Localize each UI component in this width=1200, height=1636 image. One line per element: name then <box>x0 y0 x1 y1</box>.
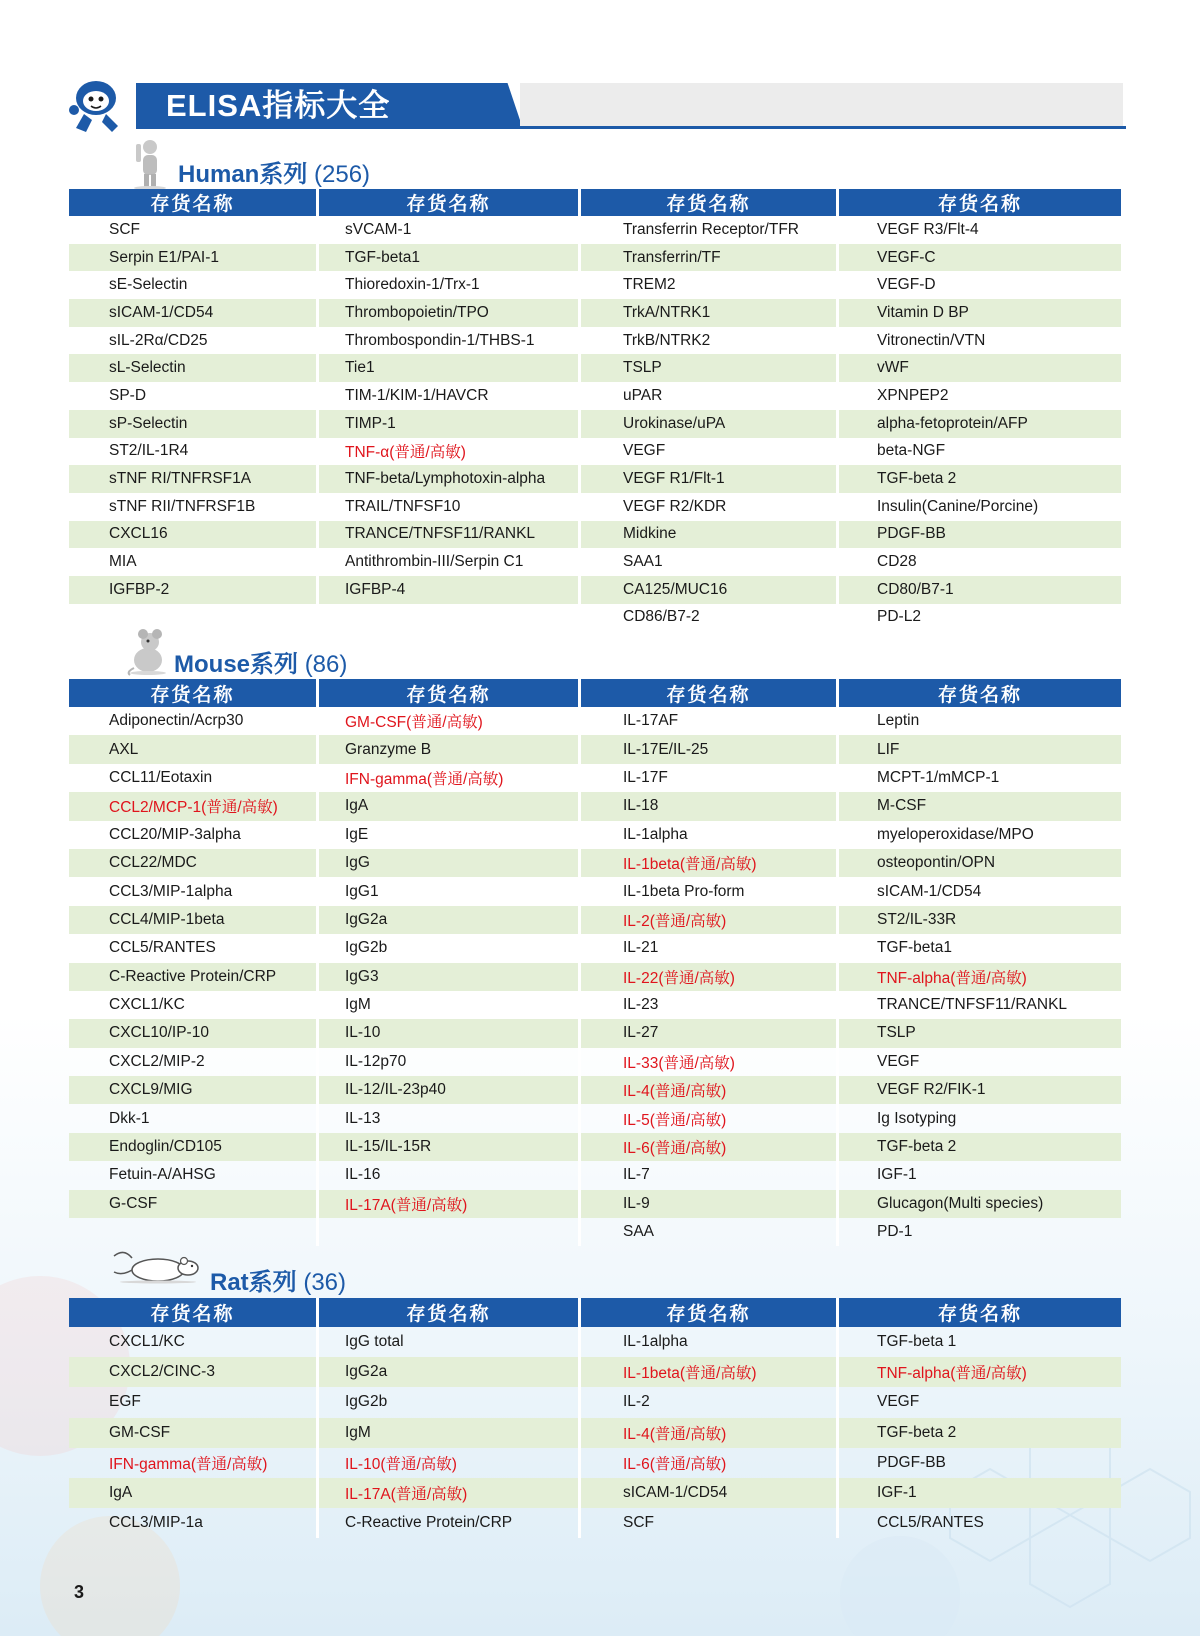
header-row <box>69 1298 1121 1327</box>
highlighted-item-cell: IFN-gamma(普通/高敏) <box>69 1448 319 1478</box>
item-cell <box>319 1218 581 1246</box>
item-cell: TGF-beta 1 <box>877 1333 957 1351</box>
table-row <box>69 244 1121 272</box>
mouse-section-count: (86) <box>304 651 348 678</box>
item-cell: CCL5/RANTES <box>69 934 319 962</box>
column-header: 存货名称 <box>69 679 319 707</box>
item-cell: LIF <box>839 735 1121 763</box>
item-cell: SP-D <box>69 382 319 410</box>
item-cell: Leptin <box>877 712 920 730</box>
highlighted-item-cell: IL-33(普通/高敏) <box>581 1048 839 1076</box>
item-cell: IgM <box>319 1418 581 1448</box>
table-row <box>69 1019 1121 1047</box>
table-row <box>69 604 1121 632</box>
column-header: 存货名称 <box>319 679 581 707</box>
highlighted-item-cell: IL-17A(普通/高敏) <box>319 1190 581 1218</box>
table-row <box>69 465 1121 493</box>
highlighted-item-cell: TNF-alpha(普通/高敏) <box>839 1357 1121 1387</box>
item-cell: IL-17F <box>581 764 839 792</box>
item-cell: CCL11/Eotaxin <box>69 764 319 792</box>
item-cell: SCF <box>581 1508 839 1538</box>
item-cell: uPAR <box>581 382 839 410</box>
item-cell: M-CSF <box>839 792 1121 820</box>
table-row <box>69 963 1121 991</box>
rat-animal-icon <box>110 1246 206 1284</box>
item-cell: VEGF <box>877 1052 920 1070</box>
item-cell: PDGF-BB <box>877 1453 946 1471</box>
item-cell: Granzyme B <box>319 735 581 763</box>
rat-section-count: (36) <box>303 1269 347 1296</box>
item-cell: IL-1alpha <box>581 821 839 849</box>
item-cell: IgG <box>319 849 581 877</box>
item-cell: CCL22/MDC <box>69 849 319 877</box>
item-cell: Serpin E1/PAI-1 <box>69 244 319 272</box>
item-cell: Adiponectin/Acrp30 <box>69 707 319 735</box>
item-cell: TREM2 <box>581 271 839 299</box>
mouse-animal-icon <box>124 628 168 676</box>
item-cell: TRANCE/TNFSF11/RANKL <box>877 996 1068 1014</box>
item-cell: SAA1 <box>581 548 839 576</box>
item-cell: CD28 <box>877 553 917 571</box>
item-cell: MIA <box>69 548 319 576</box>
item-cell: IgM <box>319 991 581 1019</box>
table-row <box>69 438 1121 466</box>
item-cell: CCL5/RANTES <box>877 1514 984 1532</box>
item-cell: Midkine <box>581 521 839 549</box>
table-row <box>69 1448 1121 1478</box>
item-cell: TRANCE/TNFSF11/RANKL <box>319 521 581 549</box>
item-cell <box>319 604 581 632</box>
item-cell: TGF-beta1 <box>319 244 581 272</box>
item-cell: IL-17E/IL-25 <box>581 735 839 763</box>
table-row <box>69 1190 1121 1218</box>
table-row <box>69 991 1121 1019</box>
item-cell: CXCL16 <box>69 521 319 549</box>
item-cell: PD-1 <box>877 1223 913 1241</box>
human-table <box>69 189 1121 631</box>
item-cell: CXCL2/CINC-3 <box>69 1357 319 1387</box>
mouse-section-title <box>174 648 347 682</box>
item-cell: MCPT-1/mMCP-1 <box>877 768 1000 786</box>
item-cell: IL-9 <box>581 1190 839 1218</box>
rat-section-title <box>210 1266 346 1300</box>
item-cell: IgG2b <box>319 1387 581 1417</box>
header-row <box>69 679 1121 707</box>
item-cell: IL-1alpha <box>581 1327 839 1357</box>
item-cell: TSLP <box>839 1019 1121 1047</box>
table-row <box>69 1104 1121 1132</box>
highlighted-item-cell: IL-1beta(普通/高敏) <box>581 849 839 877</box>
item-cell: TIMP-1 <box>319 410 581 438</box>
item-cell: C-Reactive Protein/CRP <box>69 963 319 991</box>
mascot-logo-icon <box>66 76 128 136</box>
item-cell: CCL4/MIP-1beta <box>69 906 319 934</box>
table-row <box>69 299 1121 327</box>
highlighted-item-cell: IL-10(普通/高敏) <box>319 1448 581 1478</box>
highlighted-item-cell: IL-6(普通/高敏) <box>581 1448 839 1478</box>
item-cell: VEGF R2/KDR <box>581 493 839 521</box>
item-cell: Insulin(Canine/Porcine) <box>877 497 1039 515</box>
item-cell: IL-21 <box>581 934 839 962</box>
highlighted-item-cell: IL-22(普通/高敏) <box>581 963 839 991</box>
table-row <box>69 1387 1121 1417</box>
item-cell: CXCL2/MIP-2 <box>69 1048 319 1076</box>
table-row <box>69 877 1121 905</box>
item-cell: IgG3 <box>319 963 581 991</box>
table-row <box>69 764 1121 792</box>
page-title: ELISA指标大全 <box>166 88 391 123</box>
item-cell: CCL3/MIP-1alpha <box>69 877 319 905</box>
item-cell: Endoglin/CD105 <box>69 1133 319 1161</box>
table-row <box>69 735 1121 763</box>
item-cell: IL-13 <box>319 1104 581 1132</box>
column-header: 存货名称 <box>581 679 839 707</box>
item-cell: IGF-1 <box>877 1166 917 1184</box>
table-row <box>69 1076 1121 1104</box>
table-row <box>69 382 1121 410</box>
table-row <box>69 707 1121 735</box>
table-row <box>69 548 1121 576</box>
item-cell: C-Reactive Protein/CRP <box>319 1508 581 1538</box>
item-cell: Urokinase/uPA <box>581 410 839 438</box>
table-row <box>69 1418 1121 1448</box>
item-cell: TGF-beta1 <box>877 939 952 957</box>
table-row <box>69 934 1121 962</box>
human-section-count: (256) <box>314 161 371 188</box>
item-cell: Glucagon(Multi species) <box>839 1190 1121 1218</box>
item-cell: osteopontin/OPN <box>839 849 1121 877</box>
item-cell: PDGF-BB <box>839 521 1121 549</box>
table-row <box>69 354 1121 382</box>
table-row <box>69 821 1121 849</box>
item-cell: Transferrin/TF <box>581 244 839 272</box>
item-cell: SCF <box>69 216 319 244</box>
header-underline <box>136 126 1126 129</box>
item-cell: ST2/IL-1R4 <box>69 438 319 466</box>
item-cell: VEGF <box>581 438 839 466</box>
highlighted-item-cell: IL-2(普通/高敏) <box>581 906 839 934</box>
table-row <box>69 576 1121 604</box>
highlighted-item-cell: CCL2/MCP-1(普通/高敏) <box>69 792 319 820</box>
table-row <box>69 1327 1121 1357</box>
human-section-name: Human系列 <box>178 161 308 188</box>
item-cell: CD80/B7-1 <box>839 576 1121 604</box>
column-header: 存货名称 <box>319 1298 581 1327</box>
item-cell: IGF-1 <box>839 1478 1121 1508</box>
item-cell: IgG total <box>319 1327 581 1357</box>
table-row <box>69 216 1121 244</box>
mouse-table <box>69 679 1121 1246</box>
item-cell: vWF <box>839 354 1121 382</box>
item-cell: TNF-beta/Lymphotoxin-alpha <box>319 465 581 493</box>
item-cell: IgA <box>69 1478 319 1508</box>
highlighted-item-cell: IL-1beta(普通/高敏) <box>581 1357 839 1387</box>
item-cell: IgA <box>319 792 581 820</box>
item-cell: CXCL10/IP-10 <box>69 1019 319 1047</box>
item-cell: IgG2a <box>319 906 581 934</box>
highlighted-item-cell: IL-4(普通/高敏) <box>581 1076 839 1104</box>
table-row <box>69 493 1121 521</box>
item-cell: IGFBP-2 <box>69 576 319 604</box>
highlighted-item-cell: IL-4(普通/高敏) <box>581 1418 839 1448</box>
item-cell: TrkB/NTRK2 <box>581 327 839 355</box>
item-cell: TrkA/NTRK1 <box>581 299 839 327</box>
item-cell: Thioredoxin-1/Trx-1 <box>319 271 581 299</box>
item-cell: CXCL9/MIG <box>69 1076 319 1104</box>
header-strip <box>520 83 1123 129</box>
item-cell: sICAM-1/CD54 <box>581 1478 839 1508</box>
item-cell: VEGF R3/Flt-4 <box>877 220 979 238</box>
item-cell: CCL20/MIP-3alpha <box>69 821 319 849</box>
item-cell: PD-L2 <box>877 608 921 626</box>
table-row <box>69 1048 1121 1076</box>
table-row <box>69 410 1121 438</box>
rat-table <box>69 1298 1121 1538</box>
item-cell: Dkk-1 <box>69 1104 319 1132</box>
item-cell: sVCAM-1 <box>319 216 581 244</box>
column-header: 存货名称 <box>319 189 581 216</box>
item-cell <box>69 604 319 632</box>
item-cell: beta-NGF <box>877 442 946 460</box>
header-row <box>69 189 1121 216</box>
item-cell: TGF-beta 2 <box>839 465 1121 493</box>
item-cell: Tie1 <box>319 354 581 382</box>
item-cell: TIM-1/KIM-1/HAVCR <box>319 382 581 410</box>
item-cell: Vitronectin/VTN <box>877 331 986 349</box>
item-cell: IGFBP-4 <box>319 576 581 604</box>
item-cell: SAA <box>581 1218 839 1246</box>
item-cell: IL-2 <box>581 1387 839 1417</box>
item-cell: CCL3/MIP-1a <box>69 1508 319 1538</box>
table-row <box>69 1218 1121 1246</box>
highlighted-item-cell: IFN-gamma(普通/高敏) <box>319 764 581 792</box>
item-cell: Transferrin Receptor/TFR <box>581 216 839 244</box>
highlighted-item-cell: TNF-α(普通/高敏) <box>319 438 581 466</box>
item-cell: VEGF-D <box>877 276 936 294</box>
item-cell: sTNF RII/TNFRSF1B <box>69 493 319 521</box>
item-cell: G-CSF <box>69 1190 319 1218</box>
item-cell: AXL <box>69 735 319 763</box>
column-header: 存货名称 <box>69 1298 319 1327</box>
item-cell: CD86/B7-2 <box>581 604 839 632</box>
item-cell: Fetuin-A/AHSG <box>69 1161 319 1189</box>
item-cell: VEGF R1/Flt-1 <box>581 465 839 493</box>
table-row <box>69 906 1121 934</box>
item-cell: IL-27 <box>581 1019 839 1047</box>
item-cell: GM-CSF <box>69 1418 319 1448</box>
item-cell: Ig Isotyping <box>877 1109 957 1127</box>
table-row <box>69 1508 1121 1538</box>
highlighted-item-cell: IL-6(普通/高敏) <box>581 1133 839 1161</box>
item-cell: sICAM-1/CD54 <box>877 882 982 900</box>
item-cell: VEGF-C <box>839 244 1121 272</box>
item-cell: IL-17AF <box>581 707 839 735</box>
item-cell: sP-Selectin <box>69 410 319 438</box>
column-header: 存货名称 <box>839 1298 1121 1327</box>
item-cell: sL-Selectin <box>69 354 319 382</box>
column-header: 存货名称 <box>581 189 839 216</box>
item-cell: IL-7 <box>581 1161 839 1189</box>
table-row <box>69 1161 1121 1189</box>
highlighted-item-cell: TNF-alpha(普通/高敏) <box>839 963 1121 991</box>
item-cell: CXCL1/KC <box>69 1327 319 1357</box>
item-cell: IL-10 <box>319 1019 581 1047</box>
highlighted-item-cell: GM-CSF(普通/高敏) <box>319 707 581 735</box>
item-cell: sE-Selectin <box>69 271 319 299</box>
item-cell: Thrombopoietin/TPO <box>319 299 581 327</box>
item-cell: sICAM-1/CD54 <box>69 299 319 327</box>
item-cell: Antithrombin-III/Serpin C1 <box>319 548 581 576</box>
item-cell: IL-12/IL-23p40 <box>319 1076 581 1104</box>
table-row <box>69 521 1121 549</box>
item-cell: Vitamin D BP <box>839 299 1121 327</box>
item-cell: TGF-beta 2 <box>839 1133 1121 1161</box>
item-cell: IL-1beta Pro-form <box>581 877 839 905</box>
table-row <box>69 1133 1121 1161</box>
table-row <box>69 792 1121 820</box>
table-row <box>69 849 1121 877</box>
item-cell: IL-16 <box>319 1161 581 1189</box>
item-cell: EGF <box>69 1387 319 1417</box>
item-cell: sIL-2Rα/CD25 <box>69 327 319 355</box>
item-cell: IgG2a <box>319 1357 581 1387</box>
table-row <box>69 271 1121 299</box>
item-cell: Thrombospondin-1/THBS-1 <box>319 327 581 355</box>
highlighted-item-cell: IL-5(普通/高敏) <box>581 1104 839 1132</box>
item-cell <box>69 1218 319 1246</box>
table-row <box>69 327 1121 355</box>
item-cell: IgG2b <box>319 934 581 962</box>
item-cell: XPNPEP2 <box>877 386 949 404</box>
column-header: 存货名称 <box>69 189 319 216</box>
page-number: 3 <box>74 1582 85 1602</box>
item-cell: VEGF R2/FIK-1 <box>839 1076 1121 1104</box>
item-cell: ST2/IL-33R <box>839 906 1121 934</box>
item-cell: myeloperoxidase/MPO <box>877 825 1034 843</box>
mouse-section-name: Mouse系列 <box>174 651 299 678</box>
column-header: 存货名称 <box>839 189 1121 216</box>
table-row <box>69 1357 1121 1387</box>
human-section-title <box>178 158 370 192</box>
column-header: 存货名称 <box>581 1298 839 1327</box>
column-header: 存货名称 <box>839 679 1121 707</box>
item-cell: TRAIL/TNFSF10 <box>319 493 581 521</box>
highlighted-item-cell: IL-17A(普通/高敏) <box>319 1478 581 1508</box>
item-cell: CXCL1/KC <box>69 991 319 1019</box>
item-cell: sTNF RI/TNFRSF1A <box>69 465 319 493</box>
item-cell: IL-23 <box>581 991 839 1019</box>
item-cell: IL-18 <box>581 792 839 820</box>
item-cell: IL-12p70 <box>319 1048 581 1076</box>
item-cell: IgG1 <box>319 877 581 905</box>
table-row <box>69 1478 1121 1508</box>
rat-section-name: Rat系列 <box>210 1269 297 1296</box>
item-cell: alpha-fetoprotein/AFP <box>839 410 1121 438</box>
item-cell: IL-15/IL-15R <box>319 1133 581 1161</box>
person-figure-icon <box>128 138 168 190</box>
item-cell: IgE <box>319 821 581 849</box>
item-cell: TSLP <box>581 354 839 382</box>
item-cell: VEGF <box>877 1393 920 1411</box>
item-cell: TGF-beta 2 <box>839 1418 1121 1448</box>
item-cell: CA125/MUC16 <box>581 576 839 604</box>
